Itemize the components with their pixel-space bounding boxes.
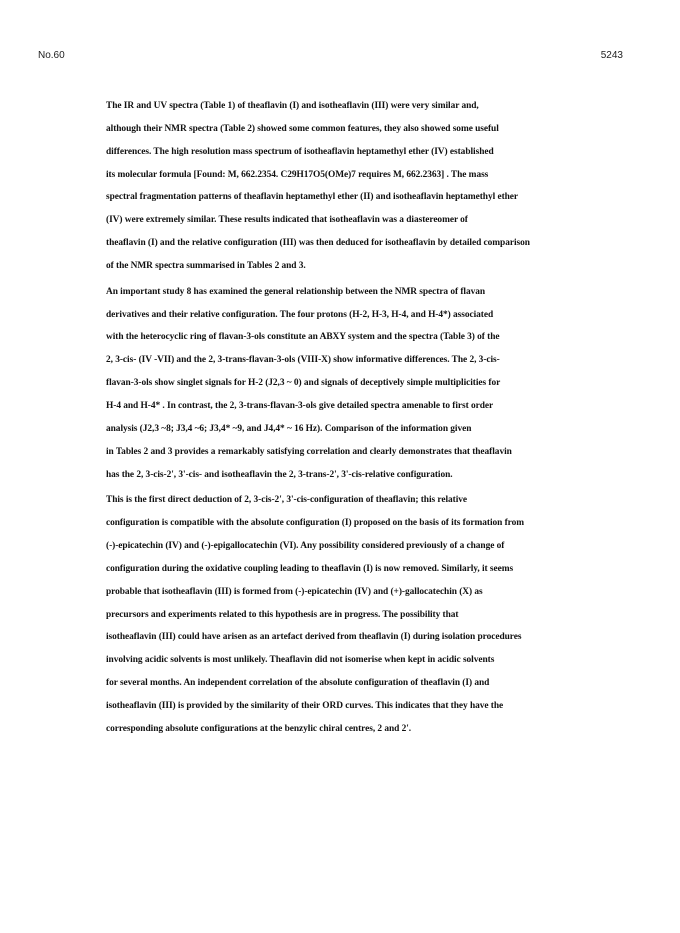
text-line: precursors and experiments related to this hypothesis are in progress. The possibility that bbox=[106, 609, 459, 620]
page-number: 5243 bbox=[600, 50, 623, 61]
paragraph-3 bbox=[70, 489, 625, 740]
text-line: This is the first direct deduction of 2, 3-cis-2', 3'-cis-configuration of theaflavin; this relative bbox=[106, 495, 468, 506]
paragraph-2 bbox=[70, 281, 625, 487]
text-line: 2, 3-cis- (IV -VII) and the 2, 3-trans-flavan-3-ols (VIII-X) show informative differences. The 2, 3-cis- bbox=[106, 355, 500, 366]
text-line: with the heterocyclic ring of flavan-3-ols constitute an ABXY system and the spectra (Table 3) of the bbox=[106, 332, 500, 343]
text-line: theaflavin (I) and the relative configuration (III) was then deduced for isotheaflavin by detailed comparison bbox=[106, 238, 530, 249]
text-line: although their NMR spectra (Table 2) showed some common features, they also showed some useful bbox=[106, 123, 499, 134]
text-line: probable that isotheaflavin (III) is formed from (-)-epicatechin (IV) and (+)-gallocatechin (X) as bbox=[106, 586, 483, 597]
text-line: An important study 8 has examined the general relationship between the NMR spectra of flavan bbox=[106, 286, 486, 297]
text-line: (IV) were extremely similar. These results indicated that isotheaflavin was a diastereomer of bbox=[106, 215, 468, 226]
journal-issue: No.60 bbox=[38, 50, 65, 61]
text-line: analysis (J2,3 ~8; J3,4 ~6; J3,4* ~9, and J4,4* ~ 16 Hz). Comparison of the information given bbox=[106, 423, 472, 434]
text-line: involving acidic solvents is most unlikely. Theaflavin did not isomerise when kept in acidic solvents bbox=[106, 655, 495, 666]
text-line: derivatives and their relative configuration. The four protons (H-2, H-3, H-4, and H-4*) associated bbox=[106, 309, 494, 320]
page-header bbox=[38, 50, 623, 64]
text-line: configuration during the oxidative coupling leading to theaflavin (I) is now removed. Similarly, it seems bbox=[106, 563, 514, 574]
paragraph-1 bbox=[70, 95, 625, 278]
article-body bbox=[70, 95, 625, 744]
text-line: isotheaflavin (III) could have arisen as an artefact derived from theaflavin (I) during isolation procedures bbox=[106, 632, 522, 643]
text-line: (-)-epicatechin (IV) and (-)-epigallocatechin (VI). Any possibility considered previously of a change of bbox=[106, 541, 505, 552]
text-line: for several months. An independent correlation of the absolute configuration of theaflavin (I) and bbox=[106, 678, 490, 689]
text-line: its molecular formula [Found: M, 662.2354. C29H17O5(OMe)7 requires M, 662.2363] . The mass bbox=[106, 169, 489, 180]
text-line: of the NMR spectra summarised in Tables 2 and 3. bbox=[106, 260, 306, 271]
text-line: configuration is compatible with the absolute configuration (I) proposed on the basis of its formation from bbox=[106, 518, 525, 529]
text-line: isotheaflavin (III) is provided by the similarity of their ORD curves. This indicates that they have the bbox=[106, 700, 504, 711]
text-line: H-4 and H-4* . In contrast, the 2, 3-trans-flavan-3-ols give detailed spectra amenable to first order bbox=[106, 400, 494, 411]
text-line: has the 2, 3-cis-2', 3'-cis- and isotheaflavin the 2, 3-trans-2', 3'-cis-relative configuration. bbox=[106, 469, 453, 480]
text-line: The IR and UV spectra (Table 1) of theaflavin (I) and isotheaflavin (III) were very similar and, bbox=[106, 101, 479, 111]
text-line: corresponding absolute configurations at the benzylic chiral centres, 2 and 2'. bbox=[106, 723, 412, 734]
text-line: spectral fragmentation patterns of theaflavin heptamethyl ether (II) and isotheaflavin heptamethyl ether bbox=[106, 192, 519, 203]
text-line: in Tables 2 and 3 provides a remarkably satisfying correlation and clearly demonstrates that theaflavin bbox=[106, 446, 512, 457]
text-line: flavan-3-ols show singlet signals for H-2 (J2,3 ~ 0) and signals of deceptively simple multiplicities for bbox=[106, 378, 501, 389]
text-line: differences. The high resolution mass spectrum of isotheaflavin heptamethyl ether (IV) established bbox=[106, 146, 494, 157]
